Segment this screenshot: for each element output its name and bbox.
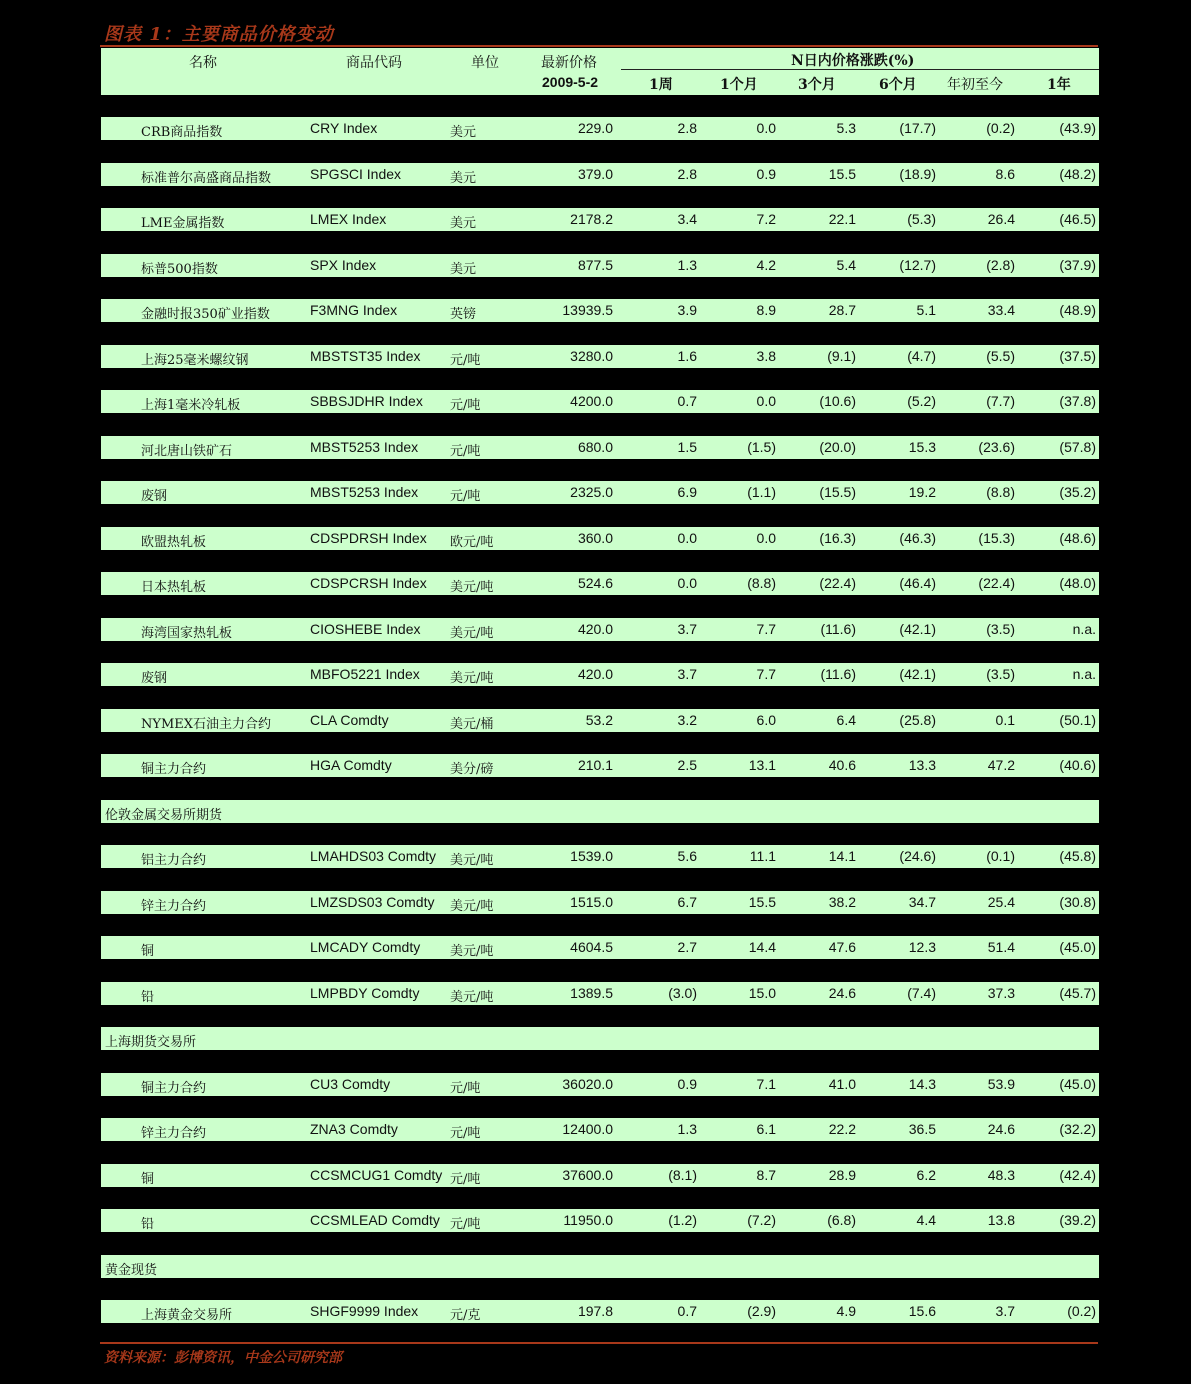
cell-m3: 41.0: [828, 1075, 856, 1092]
cell-m1: 0.0: [756, 120, 776, 136]
cell-price: 197.8: [577, 1303, 613, 1319]
cell-w1: 2.5: [677, 757, 697, 773]
unit-label: 元/吨: [450, 352, 481, 368]
cell-price: 2325.0: [570, 484, 613, 500]
commodity-code: CIOSHEBE Index: [310, 620, 421, 637]
cell-price: 1515.0: [570, 893, 613, 910]
cell-price: 210.1: [577, 757, 613, 773]
cell-y1: (42.4): [1059, 1166, 1096, 1183]
commodity-name: NYMEX石油主力合约: [141, 716, 272, 732]
cell-y1: (48.9): [1059, 302, 1096, 318]
cell-m3: 40.6: [828, 757, 856, 773]
cell-w1: 1.6: [677, 347, 697, 364]
cell-m3: 14.1: [828, 848, 856, 864]
unit-label: 元/吨: [450, 443, 481, 459]
cell-price: 12400.0: [562, 1121, 613, 1137]
cell-m3: 4.9: [836, 1303, 856, 1319]
cell-price: 53.2: [585, 711, 613, 728]
cell-m1: 0.9: [756, 165, 776, 182]
cell-y1: (32.2): [1059, 1121, 1096, 1137]
cell-price: 420.0: [577, 666, 613, 682]
source-rule: [100, 1342, 1098, 1344]
commodity-name: 日本热轧板: [141, 580, 207, 595]
cell-w1: 5.6: [677, 848, 697, 864]
cell-m1: 7.7: [756, 620, 776, 637]
cell-price: 4200.0: [570, 393, 613, 409]
cell-w1: 3.7: [677, 666, 697, 682]
commodity-name: 金融时报350矿业指数: [141, 307, 270, 322]
cell-y1: (48.0): [1059, 575, 1096, 591]
unit-label: 美元: [450, 125, 477, 140]
cell-m6: (5.2): [907, 393, 936, 409]
cell-price: 379.0: [577, 165, 613, 182]
header-unit: 单位: [471, 55, 499, 71]
cell-ytd: (3.5): [986, 666, 1015, 682]
cell-price: 524.6: [577, 575, 613, 591]
commodity-code: CLA Comdty: [310, 711, 389, 728]
cell-m1: 3.8: [756, 347, 776, 364]
cell-m1: 0.0: [756, 529, 776, 546]
header-price: 最新价格: [541, 55, 597, 71]
commodity-name: 废钢: [141, 671, 168, 686]
cell-m3: (10.6): [819, 393, 856, 409]
table-row: [101, 1209, 1099, 1232]
cell-y1: (48.6): [1059, 529, 1096, 546]
table-row: [101, 663, 1099, 686]
cell-m1: 7.1: [756, 1075, 776, 1092]
unit-label: 美元/吨: [450, 853, 494, 868]
cell-w1: 2.8: [677, 165, 697, 182]
cell-m1: (8.8): [747, 575, 776, 591]
unit-label: 美元/桶: [450, 716, 494, 732]
cell-y1: (37.9): [1059, 256, 1096, 273]
table-row: [101, 936, 1099, 959]
cell-m1: 15.0: [748, 984, 776, 1001]
unit-label: 元/吨: [450, 1217, 481, 1232]
cell-price: 13939.5: [562, 302, 613, 318]
cell-m3: 28.7: [828, 302, 856, 318]
commodity-code: MBSTST35 Index: [310, 347, 421, 364]
cell-y1: (35.2): [1059, 484, 1096, 500]
header-period-1y: 1年: [1047, 77, 1071, 93]
commodity-code: MBST5253 Index: [310, 484, 419, 500]
cell-y1: (37.8): [1059, 393, 1096, 409]
unit-label: 美元/吨: [450, 625, 494, 641]
cell-w1: 6.7: [677, 893, 697, 910]
unit-label: 美元: [450, 170, 477, 186]
cell-y1: n.a.: [1072, 666, 1096, 682]
cell-y1: (50.1): [1059, 711, 1096, 728]
cell-y1: (48.2): [1059, 165, 1096, 182]
cell-ytd: (0.1): [986, 848, 1015, 864]
cell-price: 37600.0: [562, 1166, 613, 1183]
table-row: [101, 163, 1099, 186]
commodity-name: 上海25毫米螺纹钢: [141, 352, 249, 368]
table-row: [101, 527, 1099, 550]
cell-w1: 3.2: [677, 711, 697, 728]
table-row: [101, 254, 1099, 277]
cell-m3: 22.1: [828, 211, 856, 227]
commodity-name: 锌主力合约: [141, 1126, 207, 1141]
cell-m3: 24.6: [828, 984, 856, 1001]
cell-m3: (9.1): [827, 347, 856, 364]
cell-ytd: 13.8: [987, 1212, 1015, 1228]
cell-m1: (7.2): [747, 1212, 776, 1228]
cell-m1: 7.2: [756, 211, 776, 227]
commodity-name: 铅: [141, 989, 155, 1005]
cell-m6: 36.5: [908, 1121, 936, 1137]
cell-price: 229.0: [577, 120, 613, 136]
commodity-name: 铅: [141, 1217, 155, 1232]
cell-ytd: (8.8): [986, 484, 1015, 500]
table-row: [101, 845, 1099, 868]
source-note: 资料来源：彭博资讯，中金公司研究部: [104, 1350, 342, 1366]
commodity-code: LMPBDY Comdty: [310, 984, 420, 1001]
cell-w1: (8.1): [668, 1166, 697, 1183]
cell-m6: (25.8): [899, 711, 936, 728]
cell-m6: (46.3): [899, 529, 936, 546]
commodity-code: LMAHDS03 Comdty: [310, 848, 437, 864]
cell-ytd: 8.6: [995, 165, 1015, 182]
cell-m1: 4.2: [756, 256, 776, 273]
cell-m3: (16.3): [819, 529, 856, 546]
table-row: [101, 345, 1099, 368]
table-header: [101, 48, 1099, 95]
cell-ytd: 37.3: [987, 984, 1015, 1001]
cell-y1: (45.7): [1059, 984, 1096, 1001]
table-row: [101, 436, 1099, 459]
commodity-name: 欧盟热轧板: [141, 534, 207, 550]
cell-ytd: (0.2): [986, 120, 1015, 136]
cell-ytd: 51.4: [987, 939, 1015, 955]
commodity-code: MBST5253 Index: [310, 438, 419, 455]
commodity-name: 海湾国家热轧板: [141, 625, 233, 641]
header-name: 名称: [189, 55, 217, 71]
cell-y1: (45.8): [1059, 848, 1096, 864]
header-divider: [621, 69, 1099, 70]
table-row: [101, 1300, 1099, 1323]
cell-m6: (5.3): [907, 211, 936, 227]
cell-ytd: 0.1: [995, 711, 1015, 728]
section-label: 伦敦金属交易所期货: [105, 807, 223, 823]
cell-w1: 0.0: [677, 529, 697, 546]
commodity-name: 标准普尔高盛商品指数: [141, 170, 272, 186]
unit-label: 元/吨: [450, 398, 481, 413]
header-change-group: N日内价格涨跌(%): [791, 53, 915, 69]
cell-ytd: (2.8): [986, 256, 1015, 273]
table-row: [101, 208, 1099, 231]
table-row: [101, 709, 1099, 732]
cell-w1: 3.9: [677, 302, 697, 318]
table-row: [101, 1164, 1099, 1187]
header-period-ytd: 年初至今: [947, 77, 1003, 93]
commodity-code: SBBSJDHR Index: [310, 393, 423, 409]
cell-m1: 6.1: [756, 1121, 776, 1137]
section-label: 黄金现货: [105, 1262, 158, 1278]
cell-ytd: (15.3): [978, 529, 1015, 546]
cell-m6: 15.6: [908, 1303, 936, 1319]
cell-w1: 0.7: [677, 1303, 697, 1319]
title-rule: [100, 45, 1098, 47]
unit-label: 元/吨: [450, 489, 481, 504]
cell-m6: 12.3: [908, 939, 936, 955]
cell-m1: 0.0: [756, 393, 776, 409]
header-period-6m: 6个月: [879, 77, 917, 93]
cell-m1: (1.5): [747, 438, 776, 455]
unit-label: 英镑: [450, 307, 477, 322]
header-period-1m: 1个月: [720, 77, 758, 93]
table-row: [101, 754, 1099, 777]
table-row: [101, 481, 1099, 504]
cell-y1: (43.9): [1059, 120, 1096, 136]
header-date: 2009-5-2: [542, 74, 599, 90]
cell-m1: 8.7: [756, 1166, 776, 1183]
cell-m3: 5.3: [836, 120, 856, 136]
cell-m1: 11.1: [749, 848, 776, 864]
cell-price: 36020.0: [562, 1075, 613, 1092]
figure-title: 图表 1：主要商品价格变动: [104, 24, 334, 45]
commodity-name: LME金属指数: [141, 216, 225, 231]
cell-m6: (7.4): [907, 984, 936, 1001]
cell-w1: 3.4: [677, 211, 697, 227]
cell-price: 2178.2: [570, 211, 613, 227]
cell-m6: 34.7: [908, 893, 936, 910]
unit-label: 美元/吨: [450, 989, 494, 1005]
cell-m3: 5.4: [836, 256, 856, 273]
commodity-name: CRB商品指数: [141, 125, 223, 140]
table-row: [101, 390, 1099, 413]
cell-w1: (1.2): [668, 1212, 697, 1228]
cell-y1: (40.6): [1059, 757, 1096, 773]
cell-m6: (42.1): [899, 666, 936, 682]
commodity-code: LMZSDS03 Comdty: [310, 893, 435, 910]
commodity-name: 铜: [141, 1171, 155, 1187]
cell-w1: 1.3: [677, 1121, 697, 1137]
cell-m3: (20.0): [819, 438, 856, 455]
cell-m6: 13.3: [908, 757, 936, 773]
section-row: [101, 1255, 1099, 1278]
cell-y1: (46.5): [1059, 211, 1096, 227]
cell-m1: 15.5: [748, 893, 776, 910]
cell-ytd: 48.3: [987, 1166, 1015, 1183]
cell-m6: 6.2: [916, 1166, 936, 1183]
commodity-code: CU3 Comdty: [310, 1075, 391, 1092]
cell-price: 4604.5: [570, 939, 613, 955]
unit-label: 美元: [450, 261, 477, 277]
cell-m3: (22.4): [819, 575, 856, 591]
commodity-code: SPX Index: [310, 256, 377, 273]
commodity-name: 铜: [141, 944, 155, 959]
cell-m6: (24.6): [899, 848, 936, 864]
unit-label: 元/吨: [450, 1126, 481, 1141]
cell-ytd: (23.6): [978, 438, 1015, 455]
cell-m3: (6.8): [827, 1212, 856, 1228]
header-period-1w: 1周: [649, 77, 673, 93]
unit-label: 元/克: [450, 1308, 481, 1323]
cell-m1: (1.1): [747, 484, 776, 500]
cell-m3: (11.6): [820, 666, 856, 682]
commodity-code: F3MNG Index: [310, 302, 398, 318]
cell-m6: 14.3: [908, 1075, 936, 1092]
cell-m6: (4.7): [907, 347, 936, 364]
cell-ytd: 25.4: [987, 893, 1015, 910]
commodity-code: SHGF9999 Index: [310, 1303, 419, 1319]
cell-w1: 0.0: [677, 575, 697, 591]
cell-w1: 2.8: [677, 120, 697, 136]
cell-m3: (15.5): [819, 484, 856, 500]
cell-m3: 15.5: [828, 165, 856, 182]
cell-y1: (57.8): [1059, 438, 1096, 455]
cell-price: 3280.0: [570, 347, 613, 364]
table-row: [101, 982, 1099, 1005]
table-row: [101, 1118, 1099, 1141]
cell-m6: (46.4): [899, 575, 936, 591]
commodity-name: 铜主力合约: [141, 762, 207, 777]
cell-ytd: 33.4: [987, 302, 1015, 318]
commodity-code: CRY Index: [310, 120, 378, 136]
cell-price: 1389.5: [570, 984, 613, 1001]
cell-y1: (39.2): [1059, 1212, 1096, 1228]
cell-ytd: 24.6: [987, 1121, 1015, 1137]
cell-m1: 13.1: [748, 757, 776, 773]
cell-m3: 22.2: [828, 1121, 856, 1137]
commodity-code: ZNA3 Comdty: [310, 1121, 398, 1137]
commodity-code: CCSMCUG1 Comdty: [310, 1166, 443, 1183]
cell-m6: 4.4: [916, 1212, 936, 1228]
table-row: [101, 299, 1099, 322]
unit-label: 元/吨: [450, 1080, 481, 1096]
cell-ytd: (3.5): [986, 620, 1015, 637]
commodity-name: 河北唐山铁矿石: [141, 443, 233, 459]
cell-m3: 6.4: [836, 711, 856, 728]
cell-ytd: (7.7): [986, 393, 1015, 409]
cell-m1: 8.9: [756, 302, 776, 318]
unit-label: 欧元/吨: [450, 534, 494, 550]
commodity-name: 上海1毫米冷轧板: [141, 398, 241, 413]
cell-m3: 28.9: [828, 1166, 856, 1183]
cell-w1: 0.9: [677, 1075, 697, 1092]
cell-m6: 5.1: [916, 302, 936, 318]
cell-y1: (45.0): [1059, 939, 1096, 955]
commodity-name: 铝主力合约: [141, 853, 207, 868]
unit-label: 元/吨: [450, 1171, 481, 1187]
cell-y1: (45.0): [1059, 1075, 1096, 1092]
commodity-code: LMCADY Comdty: [310, 939, 421, 955]
cell-m3: (11.6): [820, 620, 856, 637]
unit-label: 美元/吨: [450, 898, 494, 914]
commodity-code: CDSPCRSH Index: [310, 575, 427, 591]
section-label: 上海期货交易所: [105, 1035, 197, 1050]
cell-price: 680.0: [577, 438, 613, 455]
cell-w1: 3.7: [677, 620, 697, 637]
cell-w1: 6.9: [677, 484, 697, 500]
cell-m1: 7.7: [756, 666, 776, 682]
cell-m6: (42.1): [899, 620, 936, 637]
table-row: [101, 618, 1099, 641]
commodity-name: 废钢: [141, 489, 168, 504]
commodity-code: MBFO5221 Index: [310, 666, 420, 682]
unit-label: 美元: [450, 216, 477, 231]
header-period-3m: 3个月: [798, 77, 836, 93]
cell-ytd: (5.5): [986, 347, 1015, 364]
cell-m3: 47.6: [828, 939, 856, 955]
cell-price: 11950.0: [563, 1212, 613, 1228]
cell-w1: 2.7: [677, 939, 697, 955]
cell-m6: 15.3: [908, 438, 936, 455]
unit-label: 美元/吨: [450, 580, 494, 595]
commodity-name: 标普500指数: [141, 261, 218, 277]
commodity-code: HGA Comdty: [310, 757, 392, 773]
section-row: [101, 800, 1099, 823]
header-code: 商品代码: [346, 55, 402, 71]
table-row: [101, 117, 1099, 140]
commodity-code: SPGSCI Index: [310, 165, 402, 182]
table-row: [101, 572, 1099, 595]
table-row: [101, 1073, 1099, 1096]
unit-label: 美元/吨: [450, 671, 494, 686]
commodity-code: LMEX Index: [310, 211, 387, 227]
cell-m6: (18.9): [899, 165, 936, 182]
cell-y1: (30.8): [1059, 893, 1096, 910]
cell-y1: (37.5): [1059, 347, 1096, 364]
commodity-code: CCSMLEAD Comdty: [310, 1212, 440, 1228]
cell-price: 1539.0: [570, 848, 613, 864]
cell-m1: 6.0: [756, 711, 776, 728]
cell-ytd: 26.4: [987, 211, 1015, 227]
cell-m3: 38.2: [828, 893, 856, 910]
cell-m6: 19.2: [908, 484, 936, 500]
cell-m6: (17.7): [899, 120, 936, 136]
cell-m6: (12.7): [899, 256, 936, 273]
cell-ytd: 53.9: [987, 1075, 1015, 1092]
unit-label: 美元/吨: [450, 944, 494, 959]
cell-m1: (2.9): [747, 1303, 776, 1319]
table-row: [101, 891, 1099, 914]
cell-price: 877.5: [577, 256, 613, 273]
section-row: [101, 1027, 1099, 1050]
cell-price: 420.0: [577, 620, 613, 637]
cell-ytd: 47.2: [987, 757, 1015, 773]
commodity-name: 铜主力合约: [141, 1080, 207, 1096]
cell-w1: 0.7: [677, 393, 697, 409]
cell-ytd: (22.4): [978, 575, 1015, 591]
cell-w1: (3.0): [668, 984, 697, 1001]
cell-w1: 1.5: [677, 438, 697, 455]
cell-y1: n.a.: [1072, 620, 1096, 637]
cell-y1: (0.2): [1067, 1303, 1096, 1319]
commodity-name: 上海黄金交易所: [141, 1308, 233, 1323]
cell-w1: 1.3: [677, 256, 697, 273]
cell-ytd: 3.7: [995, 1303, 1015, 1319]
commodity-name: 锌主力合约: [141, 898, 207, 914]
commodity-code: CDSPDRSH Index: [310, 529, 427, 546]
cell-m1: 14.4: [748, 939, 776, 955]
cell-price: 360.0: [577, 529, 613, 546]
unit-label: 美分/磅: [450, 762, 494, 777]
